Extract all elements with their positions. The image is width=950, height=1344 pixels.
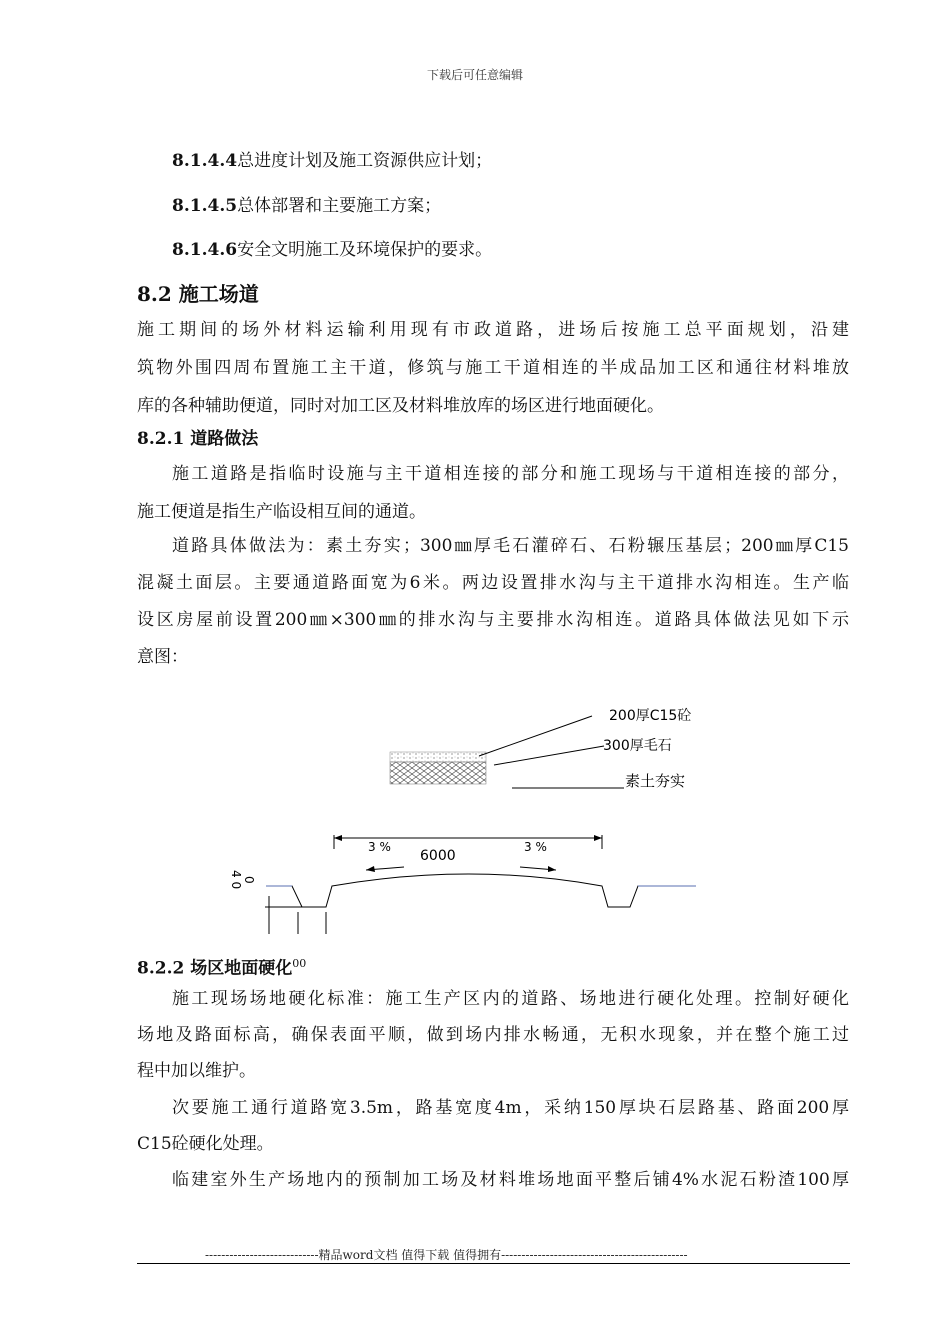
pavement-layer-block — [390, 752, 486, 784]
list-item-text: 安全文明施工及环境保护的要求。 — [237, 240, 493, 260]
paragraph-line: 程中加以维护。 — [137, 1061, 256, 1081]
paragraph-line: 混凝土面层。主要通道路面宽为6米。两边设置排水沟与主干道排水沟相连。生产临 — [137, 573, 849, 593]
list-item-number: 8.1.4.4 — [172, 151, 238, 171]
rubble-layer — [390, 762, 486, 784]
list-item-number: 8.1.4.5 — [172, 196, 238, 216]
paragraph-line: 库的各种辅助便道，同时对加工区及材料堆放库的场区进行地面硬化。 — [137, 396, 664, 416]
paragraph-line: C15砼硬化处理。 — [137, 1134, 274, 1154]
section-heading-8-2-1: 8.2.1 道路做法 — [137, 429, 259, 449]
leader-line-stone — [494, 746, 604, 765]
leader-line-c15 — [479, 716, 592, 756]
paragraph-line: 道路具体做法为：素土夯实；300㎜厚毛石灌碎石、石粉辗压基层；200㎜厚C15 — [172, 536, 849, 556]
ditch-width-fragment: 00 — [292, 957, 307, 970]
section-heading-text: 8.2.2 场区地面硬化 — [137, 958, 293, 979]
ditch-depth-dimension — [265, 896, 326, 934]
footer-rule — [137, 1263, 850, 1264]
road-profile-line — [266, 874, 696, 907]
page-footer: ----------------------------精品word文档 值得下载 值得拥有---------------------------------------------- — [205, 1248, 688, 1262]
paragraph-line: 筑物外围四周布置施工主干道，修筑与施工干道相连的半成品加工区和通往材料堆放 — [137, 358, 849, 378]
concrete-layer — [390, 752, 486, 762]
paragraph-line: 施工道路是指临时设施与主干道相连接的部分和施工现场与干道相连接的部分， — [172, 464, 849, 484]
label-compacted-soil: 素土夯实 — [625, 772, 686, 790]
list-item-text: 总进度计划及施工资源供应计划； — [237, 151, 493, 171]
paragraph-line: 设区房屋前设置200㎜×300㎜的排水沟与主要排水沟相连。道路具体做法见如下示 — [137, 610, 849, 630]
slope-left-label: 3 % — [368, 840, 391, 854]
paragraph-line: 临建室外生产场地内的预制加工场及材料堆场地面平整后铺4%水泥石粉渣100厚 — [172, 1170, 849, 1190]
paragraph-line: 次要施工通行道路宽3.5m，路基宽度4m，采纳150厚块石层路基、路面200厚 — [172, 1098, 849, 1118]
list-item-number: 8.1.4.6 — [172, 240, 238, 260]
label-c15-concrete: 200厚C15砼 — [609, 708, 692, 724]
paragraph-line: 意图： — [137, 647, 188, 667]
paragraph-line: 施工便道是指生产临设相互间的通道。 — [137, 502, 426, 522]
paragraph-line: 施工现场场地硬化标准：施工生产区内的道路、场地进行硬化处理。控制好硬化 — [172, 989, 849, 1009]
section-heading-8-2-2 — [137, 954, 306, 979]
road-width-label: 6000 — [420, 848, 456, 864]
ditch-depth-label-suffix: 0 — [242, 876, 256, 884]
label-rubble-stone: 300厚毛石 — [603, 738, 672, 754]
page-header-note: 下载后可任意编辑 — [426, 68, 523, 82]
ditch-depth-label: 4 0 — [229, 870, 243, 890]
paragraph-line: 场地及路面标高，确保表面平顺，做到场内排水畅通，无积水现象，并在整个施工过 — [137, 1025, 849, 1045]
list-item-text: 总体部署和主要施工方案； — [237, 196, 442, 216]
section-heading-8-2: 8.2 施工场道 — [137, 282, 259, 306]
slope-right-label: 3 % — [524, 840, 547, 854]
paragraph-line: 施工期间的场外材料运输利用现有市政道路，进场后按施工总平面规划，沿建 — [137, 320, 849, 340]
